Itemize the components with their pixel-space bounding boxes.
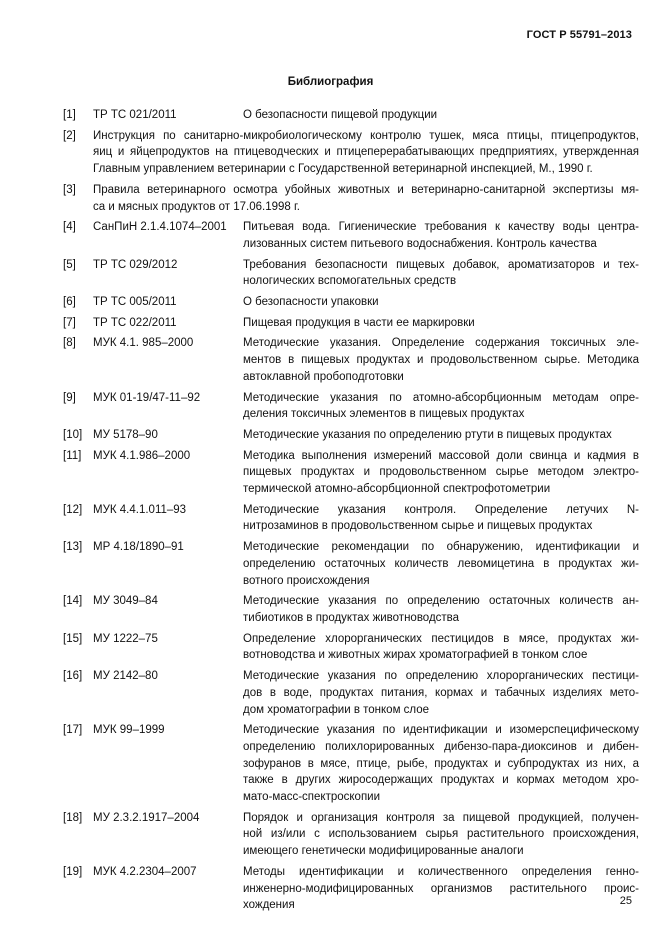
entry-title bbox=[243, 539, 639, 589]
entry-code: МУ 1222–75 bbox=[93, 632, 158, 645]
entry-title-line: Главным управлением ветеринарии с Государственной ветеринарной инспекцией, М., 1990 г. bbox=[93, 163, 593, 176]
entry-code: МУК 01-19/47-11–92 bbox=[93, 391, 201, 404]
entry-number: [9] bbox=[63, 391, 76, 404]
bibliography-entry bbox=[63, 182, 639, 215]
entry-title-line: вотного происхождения bbox=[243, 574, 370, 587]
entry-number: [7] bbox=[63, 316, 76, 329]
bibliography-entry bbox=[63, 810, 639, 860]
entry-number: [2] bbox=[63, 129, 76, 142]
entry-title-line: деления токсичных элементов в пищевых продуктах bbox=[243, 408, 525, 421]
entry-number: [10] bbox=[63, 428, 83, 441]
entry-number: [17] bbox=[63, 724, 83, 737]
entry-body bbox=[93, 315, 639, 332]
entry-title-line: О безопасности упаковки bbox=[243, 296, 379, 309]
bibliography-entry bbox=[63, 315, 639, 332]
entry-title-line: пищевых продуктах и продовольственном сырье методом электро- bbox=[243, 466, 639, 479]
bibliography-entry bbox=[63, 257, 639, 290]
entry-title-line: определению остаточных количеств левомицетина в продуктах жи- bbox=[243, 557, 639, 570]
entry-body bbox=[93, 668, 639, 718]
entry-title-line: О безопасности пищевой продукции bbox=[243, 109, 438, 121]
page-header-standard: ГОСТ Р 55791–2013 bbox=[526, 29, 632, 41]
entry-title bbox=[243, 631, 639, 664]
bibliography-entry bbox=[63, 219, 639, 252]
entry-number: [12] bbox=[63, 503, 83, 516]
entry-title-line: хождения bbox=[243, 899, 295, 912]
entry-number: [14] bbox=[63, 595, 83, 608]
entry-body bbox=[93, 631, 639, 664]
entry-body bbox=[93, 810, 639, 860]
entry-body bbox=[93, 502, 639, 535]
bibliography-entry bbox=[63, 390, 639, 423]
entry-title bbox=[243, 427, 639, 444]
entry-number: [16] bbox=[63, 670, 83, 683]
entry-body bbox=[93, 294, 639, 311]
entry-title-line: Пищевая продукция в части ее маркировки bbox=[243, 316, 475, 329]
entry-title-line: также в других жиросодержащих продуктах и кормах методом хро- bbox=[243, 774, 639, 787]
bibliography-entry bbox=[63, 631, 639, 664]
entry-title bbox=[243, 810, 639, 860]
bibliography-entry bbox=[63, 107, 639, 124]
entry-title-line: яиц и яйцепродуктов на птицеводческих и птицеперерабатывающих предприятиях, утвержденная bbox=[93, 146, 639, 159]
entry-code: МУ 5178–90 bbox=[93, 428, 158, 441]
entry-title-line: дов в воде, продуктах питания, кормах и табачных изделиях мето- bbox=[243, 686, 639, 699]
entry-title-line: вотноводства и животных жирах хроматографией в тонком слое bbox=[243, 649, 588, 662]
entry-number: [3] bbox=[63, 183, 76, 196]
entry-title-line: Методические указания. Определение содержания токсичных эле- bbox=[243, 337, 639, 350]
entry-number: [11] bbox=[63, 449, 82, 462]
entry-title-line: определению полихлорированных дибензо-пара-диоксинов и дибен- bbox=[243, 740, 639, 753]
entry-body bbox=[93, 390, 639, 423]
entry-title bbox=[243, 390, 639, 423]
entry-code: МУ 2142–80 bbox=[93, 670, 158, 683]
entry-body bbox=[93, 427, 639, 444]
entry-title-line: Методические указания по определению ртути в пищевых продуктах bbox=[243, 428, 612, 441]
bibliography-entry bbox=[63, 448, 639, 498]
entry-title bbox=[243, 448, 639, 498]
bibliography-entry bbox=[63, 668, 639, 718]
entry-body bbox=[93, 335, 639, 385]
entry-title-line: Требования безопасности пищевых добавок, ароматизаторов и тех- bbox=[243, 258, 639, 271]
entry-code: СанПиН 2.1.4.1074–2001 bbox=[93, 221, 227, 234]
entry-title-line: Методические указания по определению остаточных количеств ан- bbox=[243, 595, 639, 608]
entry-title-line: Методические указания контроля. Определение летучих N- bbox=[243, 503, 639, 516]
entry-title-line: дом хроматографии в тонком слое bbox=[243, 703, 430, 716]
entry-body bbox=[93, 593, 639, 626]
entry-title-line: мато-масс-спектроскопии bbox=[243, 791, 381, 804]
entry-title bbox=[243, 722, 639, 806]
entry-title bbox=[243, 257, 639, 290]
entry-body bbox=[93, 257, 639, 290]
entry-number: [19] bbox=[63, 865, 83, 878]
entry-title bbox=[243, 864, 639, 914]
entry-title-line: нологических вспомогательных средств bbox=[243, 275, 457, 288]
entry-number: [8] bbox=[63, 337, 76, 350]
entry-title-line: Методические рекомендации по обнаружению, идентификации и bbox=[243, 541, 639, 554]
entry-title-line: автоклавной пробоподготовки bbox=[243, 370, 404, 383]
entry-title bbox=[93, 182, 639, 215]
entry-code: МР 4.18/1890–91 bbox=[93, 541, 184, 554]
entry-title-line: Инструкция по санитарно-микробиологическому контролю тушек, мяса птицы, птицепродуктов, bbox=[93, 129, 639, 142]
entry-number: [13] bbox=[63, 541, 83, 554]
page-title: Библиография bbox=[287, 76, 374, 88]
entry-body bbox=[93, 539, 639, 589]
entry-number: [18] bbox=[63, 811, 83, 824]
entry-code: МУК 4.4.1.011–93 bbox=[93, 503, 187, 516]
entry-code: МУК 4.1. 985–2000 bbox=[93, 337, 194, 350]
entry-title bbox=[243, 502, 639, 535]
entry-body bbox=[93, 864, 639, 914]
entry-number: [4] bbox=[63, 221, 76, 234]
entry-title-line: Методика выполнения измерений массовой доли свинца и кадмия в bbox=[243, 449, 639, 462]
entry-body bbox=[93, 219, 639, 252]
entry-title-line: инженерно-модифицированных организмов растительного проис- bbox=[243, 882, 639, 895]
entry-title bbox=[243, 107, 639, 124]
entry-title-line: Питьевая вода. Гигиенические требования к качеству воды центра- bbox=[243, 221, 639, 234]
entry-title-line: тибиотиков в продуктах животноводства bbox=[243, 611, 460, 624]
entry-title bbox=[93, 128, 639, 178]
entry-title-line: термической атомно-абсорбционной спектрофотометрии bbox=[243, 483, 551, 496]
entry-code: ТР ТС 021/2011 bbox=[93, 109, 177, 121]
entry-code: ТР ТС 005/2011 bbox=[93, 296, 177, 309]
entry-number: [5] bbox=[63, 258, 76, 271]
entry-code: ТР ТС 022/2011 bbox=[93, 316, 177, 329]
bibliography-entry bbox=[63, 294, 639, 311]
bibliography-entry bbox=[63, 593, 639, 626]
bibliography-list bbox=[63, 107, 639, 914]
entry-body bbox=[93, 182, 639, 215]
entry-code: ТР ТС 029/2012 bbox=[93, 258, 178, 271]
entry-title-line: ной из/или с использованием сырья растительного происхождения, bbox=[243, 828, 639, 841]
entry-title-line: зофуранов в мясе, птице, рыбе, продуктах и субпродуктах из них, а bbox=[243, 757, 639, 770]
entry-title-line: лизованных систем питьевого водоснабжения. Контроль качества bbox=[243, 237, 597, 250]
entry-title-line: Определение хлорорганических пестицидов в мясе, продуктах жи- bbox=[243, 632, 639, 645]
bibliography-entry bbox=[63, 539, 639, 589]
entry-body bbox=[93, 448, 639, 498]
entry-number: [6] bbox=[63, 296, 76, 309]
entry-title-line: Порядок и организация контроля за пищевой продукцией, получен- bbox=[243, 811, 639, 824]
entry-title bbox=[243, 593, 639, 626]
entry-title-line: Правила ветеринарного осмотра убойных животных и ветеринарно-санитарной экспертизы мя- bbox=[93, 183, 639, 196]
entry-code: МУК 99–1999 bbox=[93, 724, 165, 737]
entry-title-line: Методические указания по определению хлорорганических пестици- bbox=[243, 670, 639, 683]
entry-title-line: са и мясных продуктов от 17.06.1998 г. bbox=[93, 200, 300, 213]
entry-body bbox=[93, 722, 639, 806]
bibliography-entry bbox=[63, 427, 639, 444]
entry-title-line: имеющего генетически модифицированные аналоги bbox=[243, 845, 524, 858]
entry-body bbox=[93, 107, 639, 124]
bibliography-entry bbox=[63, 128, 639, 178]
entry-title bbox=[243, 668, 639, 718]
entry-title bbox=[243, 315, 639, 332]
entry-code: МУ 2.3.2.1917–2004 bbox=[93, 811, 200, 824]
entry-title bbox=[243, 219, 639, 252]
entry-number: [1] bbox=[63, 109, 76, 121]
entry-title-line: ментов в пищевых продуктах и продовольственном сырье. Методика bbox=[243, 354, 639, 367]
entry-title bbox=[243, 335, 639, 385]
bibliography-entry bbox=[63, 335, 639, 385]
entry-title bbox=[243, 294, 639, 311]
entry-title-line: Методические указания по идентификации и изомерспецифическому bbox=[243, 724, 639, 737]
bibliography-entry bbox=[63, 502, 639, 535]
entry-code: МУ 3049–84 bbox=[93, 595, 158, 608]
page-number: 25 bbox=[619, 895, 632, 907]
entry-code: МУК 4.1.986–2000 bbox=[93, 449, 191, 462]
entry-body bbox=[93, 128, 639, 178]
entry-code: МУК 4.2.2304–2007 bbox=[93, 865, 197, 878]
entry-title-line: нитрозаминов в продовольственном сырье и пищевых продуктах bbox=[243, 520, 593, 533]
entry-title-line: Методические указания по атомно-абсорбционным методам опре- bbox=[243, 391, 639, 404]
bibliography-entry bbox=[63, 864, 639, 914]
entry-title-line: Методы идентификации и количественного определения генно- bbox=[243, 865, 639, 878]
entry-number: [15] bbox=[63, 632, 83, 645]
bibliography-entry bbox=[63, 722, 639, 806]
